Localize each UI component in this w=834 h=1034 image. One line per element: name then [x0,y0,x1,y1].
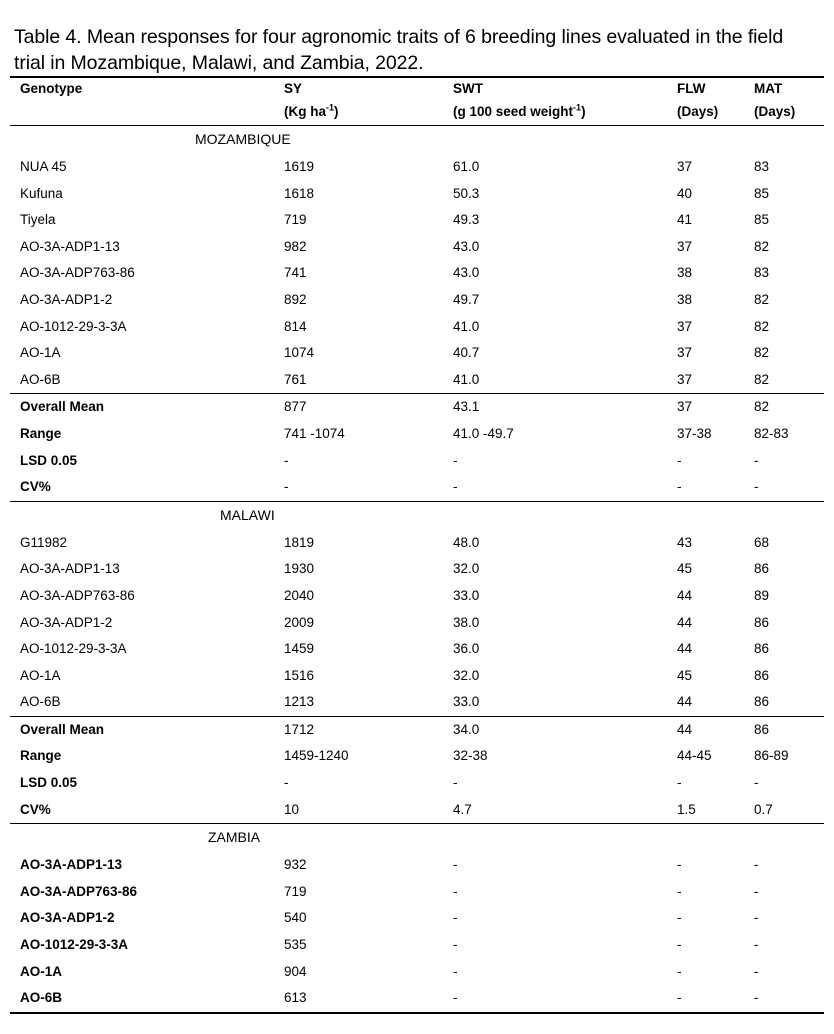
summary-sy: - [284,479,289,495]
summary-label: LSD 0.05 [20,775,78,791]
summary-sy: 741 -1074 [284,425,345,441]
table-body [10,77,824,126]
cell-swt: 50.3 [453,185,480,201]
cell-flw: 41 [677,212,693,228]
summary-mat: 82 [750,394,824,421]
swt-unit-superscript: -1 [573,102,582,113]
agronomic-traits-table [10,76,824,1028]
table-row [10,260,824,287]
cell-flw: - [677,963,682,979]
cell-genotype: AO-3A-ADP1-13 [20,561,120,577]
table-row [10,959,824,986]
summary-swt: - [453,452,458,468]
country-label: MOZAMBIQUE [195,131,291,147]
cell-genotype: AO-6B [20,990,63,1006]
cell-flw: 40 [677,185,693,201]
cell-mat: 83 [754,265,770,281]
table-row [10,610,824,637]
cell-swt: 40.7 [453,345,480,361]
summary-label: LSD 0.05 [20,452,78,468]
summary-swt: 4.7 [453,801,472,817]
cell-sy: 1930 [284,561,315,577]
cell-flw: 45 [677,667,693,683]
column-header-swt: SWT [449,77,671,101]
summary-label: CV% [20,801,51,817]
cell-flw: 44 [677,694,693,710]
cell-swt: 49.7 [453,291,480,307]
summary-flw: 37-38 [677,425,712,441]
cell-genotype: AO-3A-ADP1-13 [20,238,120,254]
cell-flw: - [677,910,682,926]
table-bottom-rule-cell [10,1013,824,1028]
summary-label: CV% [20,479,51,495]
cell-sy: 904 [284,963,307,979]
cell-mat: - [754,963,759,979]
cell-mat: 86 [754,667,770,683]
cell-mat: 82 [754,345,770,361]
sy-unit-prefix: (Kg ha [284,104,326,119]
summary-label: Range [20,425,62,441]
cell-swt: - [453,883,458,899]
column-header-genotype: Genotype [10,77,277,101]
cell-swt: - [453,910,458,926]
table-row [10,852,824,879]
cell-mat: 68 [754,534,770,550]
cell-flw: - [677,937,682,953]
cell-genotype: AO-1A [20,963,63,979]
cell-swt: - [453,937,458,953]
cell-swt: 49.3 [453,212,480,228]
table-row [10,207,824,234]
cell-flw: 45 [677,561,693,577]
column-header-mat: MAT [750,77,824,101]
cell-swt: 43.0 [453,265,480,281]
cell-mat: - [754,883,759,899]
cell-sy: 892 [284,291,307,307]
cell-swt: 41.0 [453,318,480,334]
summary-flw: 1.5 [677,801,696,817]
cell-mat: - [754,910,759,926]
summary-mat: - [754,775,759,791]
summary-swt: 41.0 -49.7 [453,425,514,441]
cell-flw: 44 [677,614,693,630]
summary-flw: 44-45 [677,748,712,764]
cell-swt: - [453,963,458,979]
column-unit-swt [449,101,671,126]
country-section-header [10,126,824,155]
cell-genotype: AO-1A [20,345,61,361]
cell-genotype: AO-1012-29-3-3A [20,937,129,953]
summary-swt: - [453,479,458,495]
cell-swt: 36.0 [453,641,480,657]
cell-swt: 61.0 [453,159,480,174]
summary-swt: - [453,775,458,791]
cell-genotype: Kufuna [20,185,63,201]
table-bottom-rule [10,1013,824,1028]
cell-genotype: AO-6B [20,371,61,387]
table-row [10,583,824,610]
cell-mat: 82 [754,318,770,334]
cell-mat: 85 [754,212,770,228]
cell-swt: 38.0 [453,614,480,630]
table-row [10,556,824,583]
cell-swt: - [453,990,458,1006]
cell-genotype: AO-1A [20,667,61,683]
summary-row [10,743,824,770]
summary-row [10,448,824,475]
cell-swt: 32.0 [453,667,480,683]
column-header-sy: SY [277,77,449,101]
cell-sy: 761 [284,371,307,387]
cell-sy: 982 [284,238,307,254]
cell-sy: 1819 [284,534,315,550]
table-row [10,636,824,663]
table-row [10,530,824,557]
summary-swt: 32-38 [453,748,488,764]
country-section-header [10,824,824,853]
summary-row [10,421,824,448]
table-sections [10,126,824,1028]
summary-flw: - [677,775,682,791]
swt-unit-suffix: ) [581,104,586,119]
cell-mat: 82 [754,371,770,387]
cell-genotype: AO-3A-ADP1-2 [20,614,113,630]
table-row [10,154,824,181]
cell-mat: 86 [754,614,770,630]
cell-mat: 82 [754,291,770,307]
cell-mat: 83 [754,159,770,174]
cell-mat: 85 [754,185,770,201]
table-row [10,689,824,716]
cell-flw: 37 [677,345,693,361]
cell-flw: 37 [677,238,693,254]
table-row [10,181,824,208]
cell-sy: 814 [284,318,307,334]
sy-unit-superscript: -1 [326,102,335,113]
summary-row [10,770,824,797]
table-row [10,367,824,394]
summary-label: Overall Mean [10,394,277,421]
cell-flw: - [677,883,682,899]
summary-sy: 1459-1240 [284,748,349,764]
cell-flw: - [677,990,682,1006]
cell-genotype: AO-3A-ADP763-86 [20,883,138,899]
summary-swt: 43.1 [449,394,671,421]
cell-mat: - [754,937,759,953]
cell-swt: 43.0 [453,238,480,254]
country-header-cell [10,126,824,155]
table-row [10,985,824,1013]
summary-flw: - [677,452,682,468]
cell-flw: 37 [677,318,693,334]
cell-flw: 38 [677,291,693,307]
swt-unit-prefix: (g 100 seed weight [453,104,574,119]
cell-genotype: G11982 [20,534,68,550]
summary-sy: 1712 [277,716,449,743]
table-row [10,287,824,314]
cell-genotype: AO-6B [20,694,61,710]
summary-label: Overall Mean [10,716,277,743]
summary-mat: - [754,452,759,468]
cell-sy: 719 [284,883,307,899]
cell-flw: 37 [677,159,693,174]
cell-sy: 1213 [284,694,315,710]
column-header-flw: FLW [671,77,750,101]
cell-mat: 89 [754,587,770,603]
cell-sy: 1516 [284,667,315,683]
column-unit-sy [277,101,449,126]
column-unit-flw: (Days) [677,104,719,119]
summary-mat: 0.7 [754,801,773,817]
summary-flw: 44 [671,716,750,743]
cell-sy: 535 [284,937,307,953]
table-row [10,314,824,341]
table-row [10,932,824,959]
country-label: MALAWI [220,506,275,523]
cell-sy: 1074 [284,345,315,361]
cell-mat: 86 [754,641,770,657]
table-header-units-row [10,101,824,126]
cell-genotype: NUA 45 [20,159,67,174]
summary-sy: 10 [284,801,300,817]
cell-genotype: AO-3A-ADP1-13 [20,857,123,873]
cell-flw: 44 [677,587,693,603]
cell-genotype: AO-1012-29-3-3A [20,318,127,334]
table-row [10,340,824,367]
country-header-cell [10,824,824,853]
cell-swt: 32.0 [453,561,480,577]
cell-genotype: AO-3A-ADP1-2 [20,291,113,307]
summary-row [10,474,824,501]
cell-swt: 33.0 [453,694,480,710]
summary-sy: - [284,452,289,468]
summary-row [10,716,824,743]
column-unit-genotype [10,101,277,126]
summary-mat: - [754,479,759,495]
summary-sy: - [284,775,289,791]
cell-sy: 2009 [284,614,315,630]
cell-swt: - [453,857,458,873]
cell-genotype: AO-1012-29-3-3A [20,641,127,657]
cell-flw: 44 [677,641,693,657]
cell-swt: 41.0 [453,371,480,387]
cell-sy: 2040 [284,587,315,603]
cell-mat: - [754,857,759,873]
country-label: ZAMBIA [208,829,261,846]
cell-flw: 43 [677,534,693,550]
table-row [10,879,824,906]
summary-sy: 877 [277,394,449,421]
cell-mat: 86 [754,694,770,710]
summary-flw: 37 [671,394,750,421]
summary-row [10,394,824,421]
cell-sy: 1619 [284,159,315,174]
table-caption: Table 4. Mean responses for four agronomic traits of 6 breeding lines evaluated in the field trial in Mozambique, Malawi, and Zambia, 2022. [14,26,784,74]
cell-flw: - [677,857,682,873]
summary-mat: 82-83 [754,425,789,441]
cell-genotype: Tiyela [20,212,56,228]
sy-unit-suffix: ) [334,104,339,119]
cell-genotype: AO-3A-ADP763-86 [20,587,135,603]
summary-row [10,797,824,824]
cell-swt: 33.0 [453,587,480,603]
table-row [10,234,824,261]
cell-genotype: AO-3A-ADP763-86 [20,265,135,281]
summary-mat: 86 [750,716,824,743]
cell-sy: 1618 [284,185,315,201]
cell-sy: 540 [284,910,307,926]
cell-sy: 932 [284,857,307,873]
table-row [10,663,824,690]
column-unit-mat: (Days) [754,104,796,119]
country-header-cell [10,501,824,530]
table-row [10,905,824,932]
cell-genotype: AO-3A-ADP1-2 [20,910,115,926]
cell-mat: - [754,990,759,1006]
cell-sy: 613 [284,990,307,1006]
country-section-header [10,501,824,530]
cell-sy: 1459 [284,641,315,657]
cell-mat: 82 [754,238,770,254]
summary-label: Range [20,748,62,764]
cell-sy: 719 [284,212,307,228]
cell-flw: 38 [677,265,693,281]
summary-flw: - [677,479,682,495]
summary-swt: 34.0 [449,716,671,743]
cell-mat: 86 [754,561,770,577]
cell-sy: 741 [284,265,307,281]
cell-flw: 37 [677,371,693,387]
table-header-row [10,77,824,101]
summary-mat: 86-89 [754,748,789,764]
cell-swt: 48.0 [453,534,480,550]
